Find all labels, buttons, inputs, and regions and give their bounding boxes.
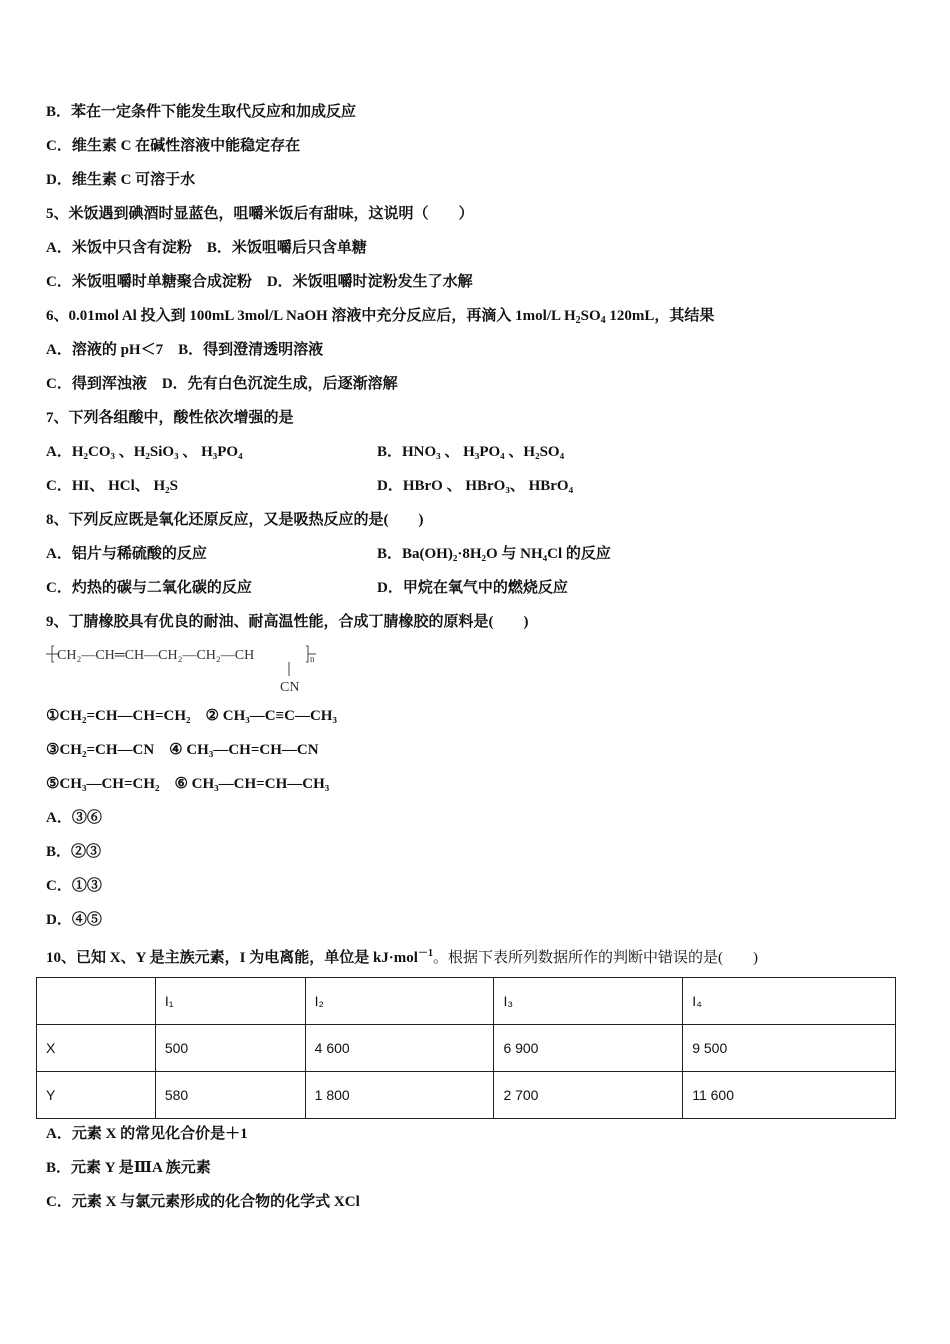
table-cell: 4 600 [305, 1025, 494, 1072]
q5-options-cd: C．米饭咀嚼时单糖聚合成淀粉 D．米饭咀嚼时淀粉发生了水解 [46, 274, 473, 290]
q9-option-a: A．③⑥ [46, 810, 102, 826]
polymer-bracket-right [306, 646, 308, 662]
table-row [37, 1025, 896, 1072]
q10-stem: 10、已知 X、Y 是主族元素，I 为电离能，单位是 kJ·mol$^{-1}$。根据下表所列数据所作的判断中错误的是( ) [46, 948, 758, 966]
table-header-row [37, 978, 896, 1025]
q8-option-c: C．灼热的碳与二氧化碳的反应 [46, 580, 252, 596]
q5-stem: 5、米饭遇到碘酒时显蓝色，咀嚼米饭后有甜味，这说明（ ） [46, 206, 474, 222]
q7-option-a: A．H₂CO₃ 、H₂SiO₃ 、 H₃PO₄ [46, 444, 243, 460]
q9-option-c: C．①③ [46, 878, 102, 894]
table-header-cell: I₂ [305, 978, 494, 1025]
q9-monomers-3-4: ③CH₂=CH—CN ④ CH₃—CH=CH—CN [46, 742, 319, 758]
polymer-chain-text: CH₂—CH═CH—CH₂—CH₂—CH [57, 648, 255, 663]
nitrile-rubber-structure [44, 640, 334, 695]
q9-option-b: B．②③ [46, 844, 102, 860]
table-cell: Y [37, 1072, 156, 1119]
option-d-vitamin-c-water: D．维生素 C 可溶于水 [46, 172, 196, 188]
table-cell: X [37, 1025, 156, 1072]
table-cell: 580 [155, 1072, 305, 1119]
q7-option-b: B．HNO₃ 、 H₃PO₄ 、H₂SO₄ [377, 444, 565, 460]
q10-option-c: C．元素 X 与氯元素形成的化合物的化学式 XCl [46, 1194, 360, 1210]
q9-option-d: D．④⑤ [46, 912, 102, 928]
table-cell: 11 600 [683, 1072, 896, 1119]
ionization-energy-table [36, 977, 896, 1119]
q5-options-ab: A．米饭中只含有淀粉 B．米饭咀嚼后只含单糖 [46, 240, 367, 256]
q7-stem: 7、下列各组酸中，酸性依次增强的是 [46, 410, 294, 426]
q10-option-b: B．元素 Y 是ⅢA 族元素 [46, 1160, 211, 1176]
q6-options-ab: A．溶液的 pH＜7 B．得到澄清透明溶液 [46, 342, 324, 358]
option-b-benzene: B．苯在一定条件下能发生取代反应和加成反应 [46, 104, 357, 120]
polymer-n-subscript: n [310, 654, 315, 664]
table-header-cell: I₁ [155, 978, 305, 1025]
q8-stem: 8、下列反应既是氧化还原反应，又是吸热反应的是( ) [46, 512, 424, 528]
q9-monomers-1-2: ①CH₂=CH—CH=CH₂ ② CH₃—C≡C—CH₃ [46, 708, 337, 724]
q6-stem: 6、0.01mol Al 投入到 100mL 3mol/L NaOH 溶液中充分反应后，再滴入 1mol/L $H_2SO_4$ 120mL，其结果 [46, 308, 715, 326]
q8-option-a: A．铝片与稀硫酸的反应 [46, 546, 207, 562]
q7-option-c: C．HI、 HCl、 H₂S [46, 478, 179, 494]
table-cell: 9 500 [683, 1025, 896, 1072]
table-cell: 1 800 [305, 1072, 494, 1119]
table-header-cell [37, 978, 156, 1025]
table-cell: 6 900 [494, 1025, 683, 1072]
q9-stem: 9、丁腈橡胶具有优良的耐油、耐高温性能，合成丁腈橡胶的原料是( ) [46, 614, 529, 630]
table-cell: 500 [155, 1025, 305, 1072]
q10-option-a: A．元素 X 的常见化合价是＋1 [46, 1126, 248, 1142]
option-c-vitamin-c-alkaline: C．维生素 C 在碱性溶液中能稳定存在 [46, 138, 301, 154]
polymer-cn-group: CN [280, 680, 300, 695]
table-header-cell: I₃ [494, 978, 683, 1025]
table-header-cell: I₄ [683, 978, 896, 1025]
table-row [37, 1072, 896, 1119]
q7-option-d: D．HBrO 、 HBrO₃、 HBrO₄ [377, 478, 574, 494]
q8-option-d: D．甲烷在氧气中的燃烧反应 [377, 580, 568, 596]
q8-option-b: B．Ba(OH)₂·8H₂O 与 NH₄Cl 的反应 [377, 546, 611, 562]
q6-options-cd: C．得到浑浊液 D．先有白色沉淀生成，后逐渐溶解 [46, 376, 398, 392]
q9-monomers-5-6: ⑤CH₃—CH=CH₂ ⑥ CH₃—CH=CH—CH₃ [46, 776, 330, 792]
table-cell: 2 700 [494, 1072, 683, 1119]
